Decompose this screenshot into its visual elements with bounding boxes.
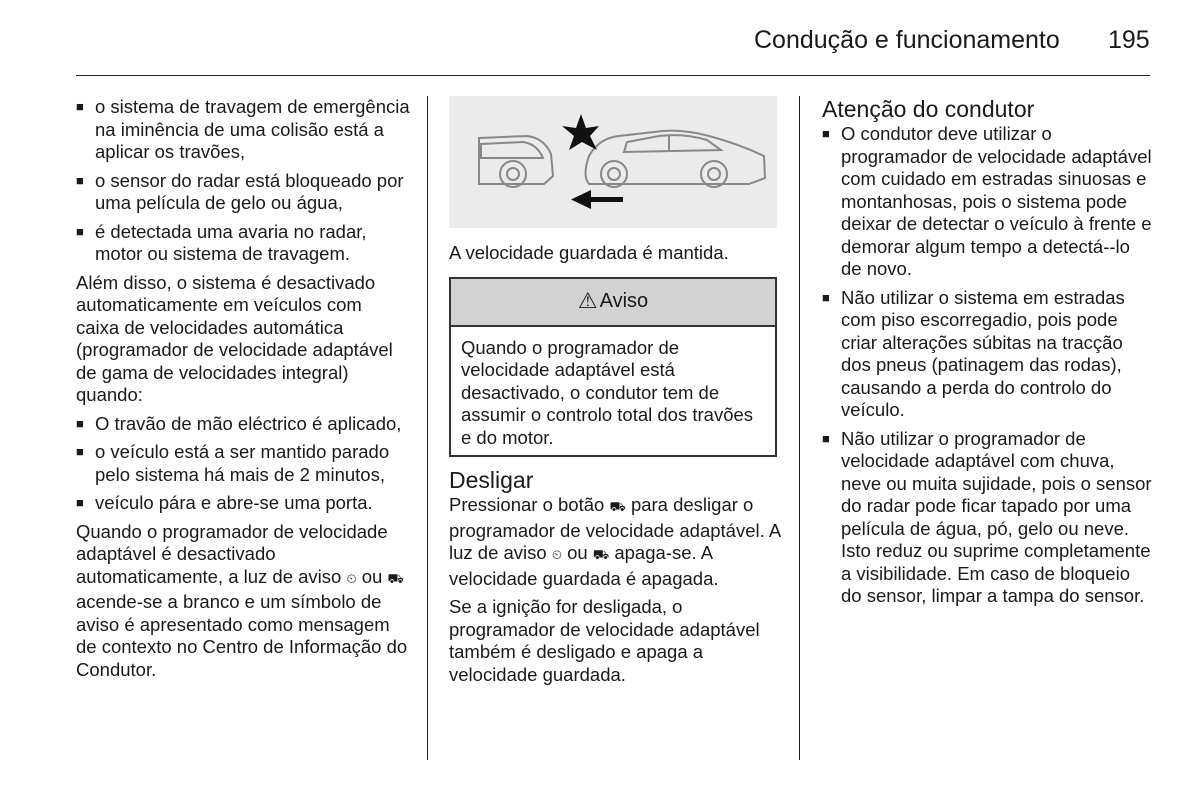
list-item: ■ Não utilizar o programador de velocidade adaptável com chuva, neve ou muita sujidade, pois o sensor do radar pode ficar tapado por uma película de água, pó, gelo ou neve. Isto reduz ou suprime completamente a visibilidade. Em caso de bloqueio do sensor, limpar a tampa do sensor. [822,427,1152,606]
figure-caption: A velocidade guardada é mantida. [449,242,729,263]
adaptive-cruise-car-icon: ⛟ [609,500,626,515]
page-header-title: Condução e funcionamento [754,26,1060,54]
collision-star-icon [562,114,599,150]
car-illustration [449,96,777,228]
square-bullet-icon: ■ [822,126,830,141]
warning-text: Quando o programador de velocidade adaptável está desactivado, o condutor tem de assumir o controlo total dos travões e do motor. [461,336,754,448]
column-1 [76,96,410,687]
paragraph: Se a ignição for desligada, o programador de velocidade adaptável também é desligado e apaga a velocidade guardada. [449,596,760,685]
list-item: ■ o veículo está a ser mantido parado pelo sistema há mais de 2 minutos, [76,441,390,485]
list-item: ■ O condutor deve utilizar o programador de velocidade adaptável com cuidado em estradas sinuosas e montanhosas, pois o sistema pode deixar de detectar o veículo à frente e demorar algum tempo a detectá--lo de novo. [822,123,1152,279]
list-item: ■ é detectada uma avaria no radar, motor ou sistema de travagem. [76,220,367,264]
list-item: ■ O travão de mão eléctrico é aplicado, [76,412,402,434]
column-divider-1 [427,96,428,760]
warning-box [449,277,777,458]
warning-triangle-icon: ⚠ [577,288,598,314]
column-2 [449,96,781,692]
warning-title: Aviso [599,290,649,313]
column-3 [822,96,1152,614]
speedometer-warning-icon: ⏲ [551,548,562,563]
section-heading: Desligar [449,467,534,493]
paragraph: Além disso, o sistema é desactivado automaticamente em veículos com caixa de velocidades automática (programador de velocidade adaptável de gama de velocidades integral) quando: [76,271,393,405]
warning-header [451,279,775,327]
car-silhouette-icon [586,131,766,184]
adaptive-cruise-car-icon: ⛟ [387,571,404,587]
page-number: 195 [1108,26,1150,54]
square-bullet-icon: ■ [76,99,84,114]
arrow-left-icon [571,190,623,209]
illustration-car-collision [449,96,777,228]
square-bullet-icon: ■ [76,223,84,239]
section-heading: Atenção do condutor [822,96,1035,122]
list-item: ■ o sistema de travagem de emergência na iminência de uma colisão está a aplicar os travões, [76,96,410,162]
square-bullet-icon: ■ [76,444,84,459]
header-divider [76,75,1150,76]
speedometer-warning-icon: ⏲ [346,571,357,587]
list-item: ■ Não utilizar o sistema em estradas com piso escorregadio, pois pode criar alterações súbitas na tracção dos pneus (patinagem das rodas), causando a perda do controlo do veículo. [822,286,1125,420]
square-bullet-icon: ■ [76,415,84,431]
adaptive-cruise-car-icon: ⛟ [592,548,610,563]
square-bullet-icon: ■ [822,430,830,446]
column-divider-2 [799,96,800,760]
square-bullet-icon: ■ [76,172,84,188]
square-bullet-icon: ■ [822,289,830,305]
square-bullet-icon: ■ [76,495,84,510]
list-item: ■ veículo pára e abre-se uma porta. [76,492,373,513]
list-item: ■ o sensor do radar está bloqueado por uma película de gelo ou água, [76,169,404,213]
paragraph: Pressionar o botão ⛟ para desligar o programador de velocidade adaptável. A luz de aviso ⏲ ou ⛟ apaga-se. A velocidade guardada é apagada. [449,494,781,589]
paragraph: Quando o programador de velocidade adaptável é desactivado automaticamente, a luz de aviso ⏲ ou ⛟ acende-se a branco e um símbolo de aviso é apresentado como mensagem de contexto no Centro de Informação do Condutor. [76,520,408,680]
